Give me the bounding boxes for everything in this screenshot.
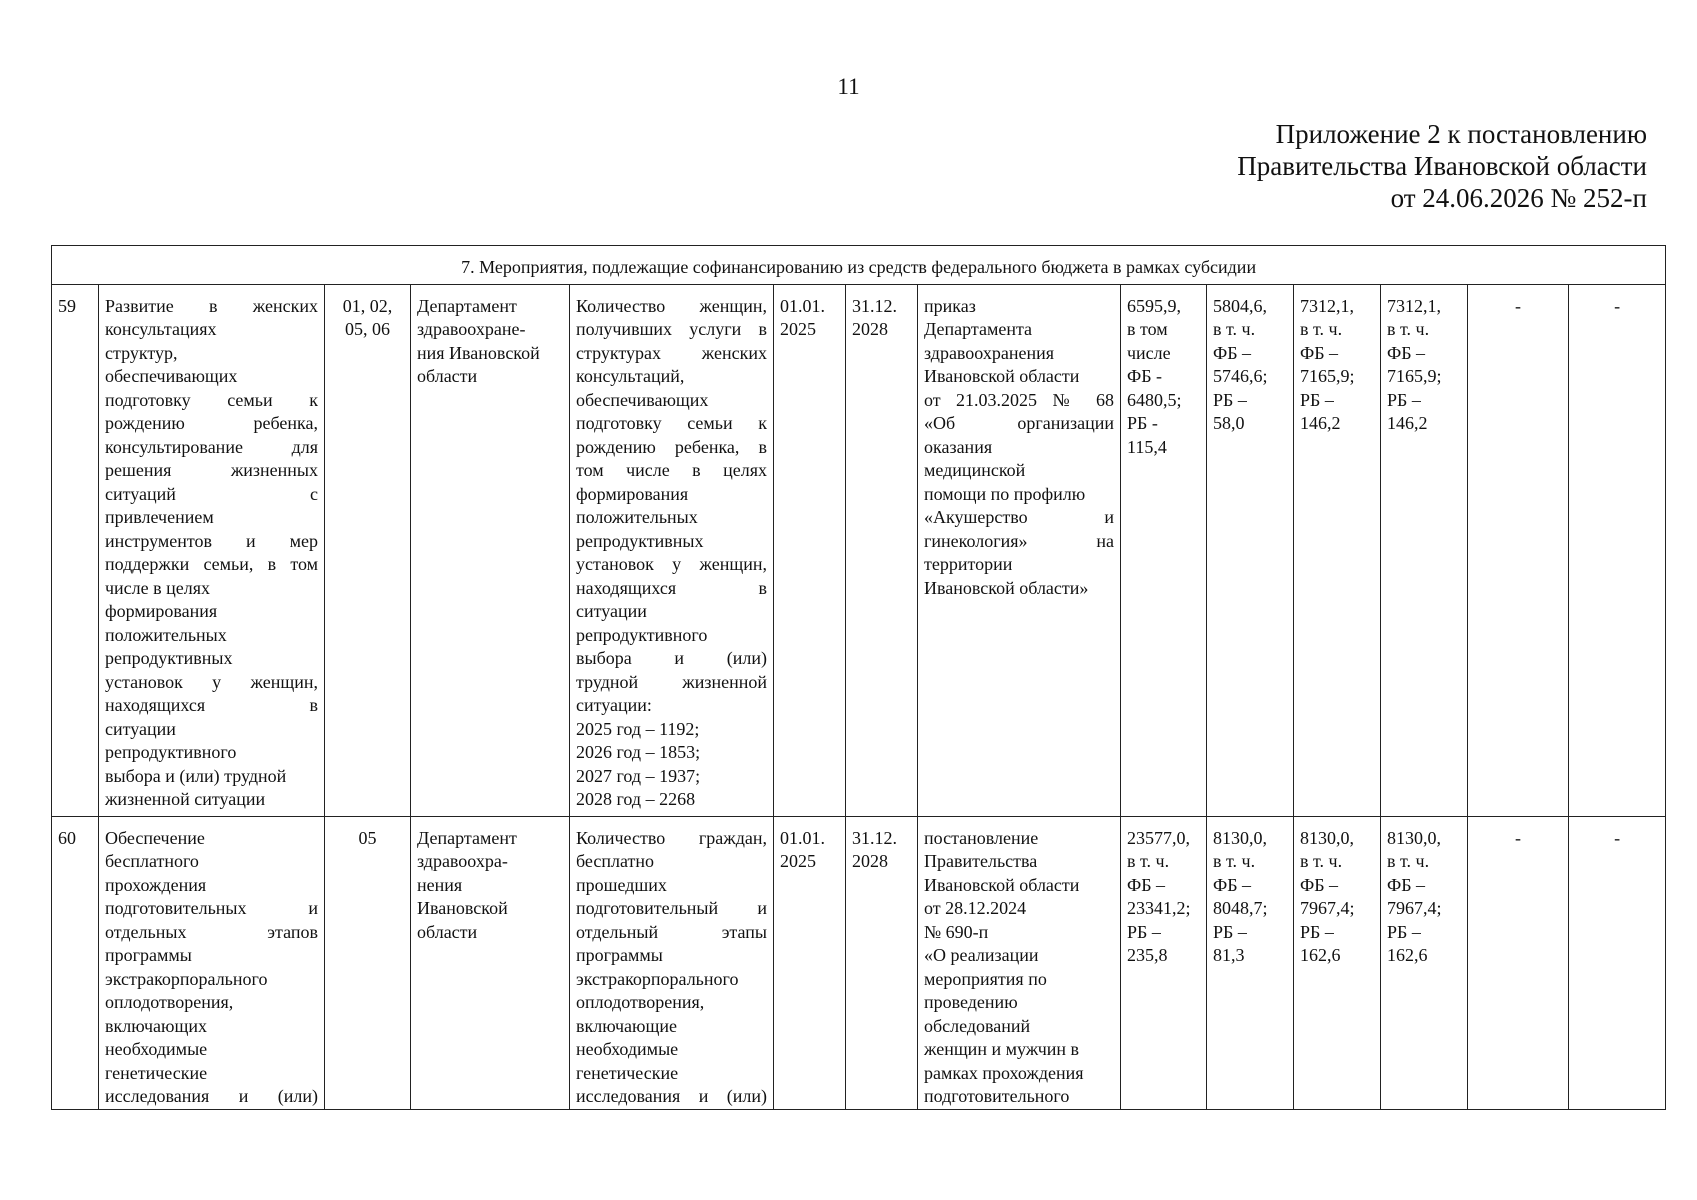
cell-line: Департамента	[924, 319, 1033, 339]
cell-line: формирования	[576, 483, 689, 504]
cell-line: 2028	[852, 851, 888, 871]
cell-funding-total	[1121, 816, 1207, 1109]
cell-line: ситуаций с	[105, 483, 318, 504]
cell-line: числе в целях	[105, 577, 211, 598]
cell-funding-year-3	[1381, 816, 1468, 1109]
cell-line: нения	[417, 874, 463, 895]
cell-line: от 28.12.2024	[924, 898, 1027, 918]
cell-line: 7165,9;	[1300, 366, 1355, 386]
cell-line: установок у женщин,	[105, 671, 318, 692]
cell-measure-name	[99, 284, 325, 816]
cell-line: инструментов и мер	[105, 530, 318, 551]
cell-line: отдельный этапы	[576, 921, 767, 942]
cell-line: 7312,1,	[1387, 295, 1441, 316]
cell-line: 7967,4;	[1300, 898, 1355, 918]
cell-line: РБ –	[1387, 389, 1421, 410]
cell-line: Ивановской	[417, 898, 508, 918]
cell-line: включающие	[576, 1015, 677, 1036]
cell-end-date	[846, 284, 918, 816]
cell-line: рамках прохождения	[924, 1062, 1084, 1083]
cell-line: ситуации	[576, 601, 647, 621]
cell-line: подготовительных и	[105, 898, 318, 918]
cell-line: ФБ –	[1300, 874, 1339, 895]
cell-line: Количество граждан,	[576, 827, 767, 848]
table-row	[52, 284, 1666, 816]
appendix-line-3: от 24.06.2026 № 252-п	[1390, 183, 1647, 213]
cell-line: 23577,0,	[1127, 827, 1190, 848]
cell-funding-year-2	[1294, 284, 1381, 816]
cell-line: репродуктивных	[105, 648, 233, 668]
cell-line: 162,6	[1300, 945, 1341, 965]
cell-line: 2028	[852, 319, 888, 339]
cell-line: ситуации	[105, 718, 176, 739]
cell-end-date	[846, 816, 918, 1109]
cell-line: 8130,0,	[1213, 827, 1267, 848]
cell-line: Департамент	[417, 827, 517, 848]
cell-executor	[411, 284, 570, 816]
cell-funding-other-1: -	[1468, 816, 1569, 1109]
cell-line: в т. ч.	[1387, 851, 1430, 871]
cell-line: помощи по профилю	[924, 483, 1086, 504]
measures-table	[51, 245, 1666, 1110]
cell-line: прошедших	[576, 874, 667, 895]
cell-line: приказ	[924, 295, 976, 316]
cell-line: ситуации:	[576, 695, 652, 715]
cell-legal-act	[918, 284, 1121, 816]
cell-line: формирования	[105, 601, 218, 621]
cell-line: РБ –	[1127, 921, 1161, 942]
cell-line: экстракорпорального	[105, 968, 268, 989]
cell-line: положительных	[576, 507, 698, 527]
cell-funding-year-1	[1207, 816, 1294, 1109]
cell-line: 6595,9,	[1127, 295, 1181, 316]
cell-line: 2025	[780, 851, 816, 871]
cell-line: обеспечивающих	[576, 389, 709, 410]
cell-line: 05, 06	[345, 319, 390, 339]
cell-line: 8048,7;	[1213, 898, 1268, 918]
cell-start-date	[774, 816, 846, 1109]
cell-funding-other-2: -	[1569, 284, 1666, 816]
cell-line: репродуктивного	[105, 742, 237, 762]
cell-task-codes	[325, 816, 411, 1109]
cell-line: получивших услуги в	[576, 319, 767, 339]
cell-line: Ивановской области	[924, 366, 1080, 386]
cell-line: структур,	[105, 342, 178, 363]
cell-line: 01.01.	[780, 827, 825, 848]
cell-line: РБ –	[1387, 921, 1421, 942]
cell-line: оказания	[924, 436, 993, 457]
cell-line: в т. ч.	[1213, 851, 1256, 871]
cell-line: 146,2	[1387, 413, 1428, 433]
cell-line: 81,3	[1213, 945, 1245, 965]
cell-line: 31.12.	[852, 295, 897, 316]
cell-line: включающих	[105, 1015, 207, 1036]
cell-line: исследования и (или)	[105, 1086, 318, 1106]
cell-task-codes	[325, 284, 411, 816]
cell-line: 2026 год – 1853;	[576, 742, 701, 762]
cell-line: 7312,1,	[1300, 295, 1354, 316]
cell-line: мероприятия по	[924, 968, 1047, 989]
cell-line: 23341,2;	[1127, 898, 1191, 918]
cell-line: ФБ –	[1387, 874, 1426, 895]
cell-line: подготовительного	[924, 1086, 1070, 1106]
cell-line: женщин и мужчин в	[924, 1039, 1080, 1059]
cell-line: оплодотворения,	[105, 992, 234, 1012]
cell-line: Ивановской области	[924, 874, 1080, 895]
cell-line: гинекология» на	[924, 530, 1114, 551]
cell-line: в т. ч.	[1300, 319, 1343, 339]
cell-line: 8130,0,	[1387, 827, 1441, 848]
cell-line: обеспечивающих	[105, 366, 238, 386]
cell-line: 5804,6,	[1213, 295, 1267, 316]
cell-line: жизненной ситуации	[105, 789, 266, 809]
cell-line: программы	[105, 945, 192, 965]
cell-line: в т. ч.	[1300, 851, 1343, 871]
cell-line: 2027 год – 1937;	[576, 765, 701, 786]
cell-line: области	[417, 921, 478, 942]
cell-line: подготовку семьи к	[576, 413, 767, 433]
cell-funding-year-1	[1207, 284, 1294, 816]
cell-line: ФБ –	[1213, 342, 1252, 363]
cell-line: подготовительный и	[576, 898, 767, 918]
section-title: 7. Мероприятия, подлежащие софинансированию из средств федерального бюджета в рамках субсидии	[52, 246, 1666, 285]
cell-line: трудной жизненной	[576, 671, 767, 692]
cell-line: медицинской	[924, 460, 1026, 480]
cell-line: 146,2	[1300, 413, 1341, 433]
cell-number: 60	[52, 816, 99, 1109]
cell-line: РБ –	[1300, 389, 1334, 410]
cell-line: исследования и (или)	[576, 1086, 767, 1106]
cell-line: РБ -	[1127, 413, 1158, 433]
cell-line: 162,6	[1387, 945, 1428, 965]
cell-line: 2025 год – 1192;	[576, 718, 700, 739]
cell-line: генетические	[105, 1062, 208, 1083]
cell-line: обследований	[924, 1015, 1031, 1036]
cell-funding-other-2: -	[1569, 816, 1666, 1109]
cell-line: Правительства	[924, 851, 1038, 871]
cell-line: 31.12.	[852, 827, 897, 848]
appendix-line-1: Приложение 2 к постановлению	[1275, 119, 1647, 149]
cell-funding-total	[1121, 284, 1207, 816]
cell-line: области	[417, 366, 478, 386]
cell-line: № 690-п	[924, 921, 989, 942]
cell-line: «Акушерство и	[924, 507, 1114, 527]
cell-line: консультирование для	[105, 436, 318, 457]
cell-line: проведению	[924, 992, 1018, 1012]
cell-line: 6480,5;	[1127, 389, 1182, 410]
cell-line: числе	[1127, 342, 1171, 363]
table-row	[52, 816, 1666, 1109]
cell-line: от 21.03.2025 № 68	[924, 389, 1114, 410]
cell-line: РБ –	[1300, 921, 1334, 942]
cell-line: оплодотворения,	[576, 992, 705, 1012]
cell-funding-other-1: -	[1468, 284, 1569, 816]
cell-line: необходимые	[576, 1039, 679, 1059]
cell-line: Ивановской области»	[924, 577, 1089, 598]
cell-line: репродуктивных	[576, 530, 704, 551]
cell-line: постановление	[924, 827, 1039, 848]
cell-line: ФБ –	[1127, 874, 1166, 895]
cell-line: структурах женских	[576, 342, 767, 363]
cell-line: находящихся в	[576, 577, 767, 598]
cell-line: рождению ребенка,	[105, 413, 318, 433]
cell-line: 7165,9;	[1387, 366, 1442, 386]
cell-line: ния Ивановской	[417, 342, 540, 363]
cell-measure-name	[99, 816, 325, 1109]
cell-line: здравоохране-	[417, 319, 526, 339]
cell-line: «О реализации	[924, 945, 1039, 965]
cell-line: ФБ -	[1127, 366, 1163, 386]
cell-line: бесплатного	[105, 851, 199, 871]
cell-line: здравоохра-	[417, 851, 508, 871]
cell-line: консультаций,	[576, 366, 685, 386]
cell-line: решения жизненных	[105, 460, 318, 480]
cell-line: в т. ч.	[1213, 319, 1256, 339]
cell-executor	[411, 816, 570, 1109]
cell-line: ФБ –	[1300, 342, 1339, 363]
cell-line: программы	[576, 945, 663, 965]
cell-line: репродуктивного	[576, 624, 708, 645]
cell-line: выбора и (или) трудной	[105, 765, 287, 786]
cell-line: бесплатно	[576, 851, 654, 871]
cell-line: подготовку семьи к	[105, 389, 318, 410]
cell-line: 7967,4;	[1387, 898, 1442, 918]
cell-line: «Об организации	[924, 413, 1114, 433]
cell-indicator	[570, 284, 774, 816]
cell-line: поддержки семьи, в том	[105, 554, 318, 574]
cell-line: РБ –	[1213, 389, 1247, 410]
page-number: 11	[837, 74, 860, 99]
cell-line: прохождения	[105, 874, 207, 895]
cell-line: ФБ –	[1387, 342, 1426, 363]
cell-line: ФБ –	[1213, 874, 1252, 895]
cell-number: 59	[52, 284, 99, 816]
cell-line: 115,4	[1127, 436, 1167, 457]
cell-line: 58,0	[1213, 413, 1245, 433]
cell-line: здравоохранения	[924, 342, 1055, 363]
cell-line: консультациях	[105, 319, 217, 339]
cell-line: 2028 год – 2268	[576, 789, 696, 809]
appendix-heading	[1237, 118, 1647, 214]
cell-line: 8130,0,	[1300, 827, 1354, 848]
cell-line: в т. ч.	[1127, 851, 1170, 871]
cell-line: 235,8	[1127, 945, 1168, 965]
cell-line: экстракорпорального	[576, 968, 739, 989]
cell-line: отдельных этапов	[105, 921, 318, 942]
cell-line: 01.01.	[780, 295, 825, 316]
cell-line: в том	[1127, 319, 1168, 339]
cell-line: в т. ч.	[1387, 319, 1430, 339]
cell-line: необходимые	[105, 1039, 208, 1059]
cell-line: территории	[924, 554, 1013, 574]
cell-line: 5746,6;	[1213, 366, 1268, 386]
cell-line: рождению ребенка, в	[576, 436, 767, 457]
cell-line: РБ –	[1213, 921, 1247, 942]
cell-line: Департамент	[417, 295, 517, 316]
cell-line: положительных	[105, 624, 227, 645]
cell-indicator	[570, 816, 774, 1109]
cell-line: выбора и (или)	[576, 648, 767, 668]
cell-line: установок у женщин,	[576, 554, 767, 574]
cell-line: 01, 02,	[342, 295, 393, 316]
appendix-line-2: Правительства Ивановской области	[1237, 151, 1647, 181]
cell-line: 05	[358, 827, 377, 848]
cell-line: том числе в целях	[576, 460, 767, 480]
cell-legal-act	[918, 816, 1121, 1109]
section-row	[52, 246, 1666, 285]
cell-line: Развитие в женских	[105, 295, 318, 316]
cell-line: Обеспечение	[105, 827, 205, 848]
cell-funding-year-3	[1381, 284, 1468, 816]
cell-line: 2025	[780, 319, 816, 339]
cell-line: генетические	[576, 1062, 679, 1083]
cell-line: Количество женщин,	[576, 295, 767, 316]
cell-line: привлечением	[105, 507, 214, 527]
cell-funding-year-2	[1294, 816, 1381, 1109]
cell-line: находящихся в	[105, 695, 318, 715]
cell-start-date	[774, 284, 846, 816]
